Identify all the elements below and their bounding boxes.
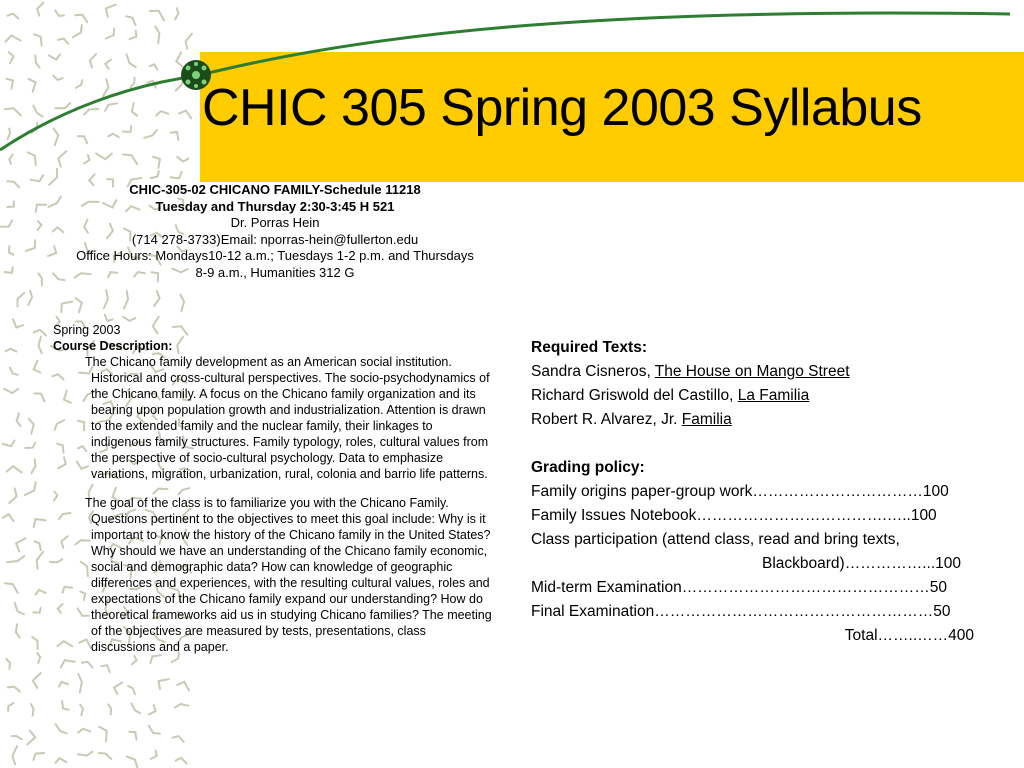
course-code-line: CHIC-305-02 CHICANO FAMILY-Schedule 11218: [129, 182, 421, 197]
grading-total: Total……..……400: [844, 627, 974, 644]
text-item: [531, 408, 981, 432]
description-paragraph: The Chicano family development as an American social institution. Historical and cross-cultural perspectives. The socio-psychodynamics of the Chicano family. A focus on the Chicano family organization and its bearing upon population growth and industrialization. Attention is drawn to the extended family and the nuclear family, their linkages to indigenous family structures. Family typology, roles, cultural values from the perspective of socio-cultural psychology. Data to emphasize variations, migration, urbanization, rural, colonia and barrio life patterns.: [85, 355, 490, 481]
office-hours-line: Office Hours: Mondays10-12 a.m.; Tuesdays 1-2 p.m. and Thursdays: [76, 248, 474, 263]
course-description-section: [53, 322, 493, 655]
required-texts-heading: Required Texts:: [531, 339, 647, 356]
grading-item: Class participation (attend class, read and bring texts,: [531, 531, 900, 548]
goal-paragraph: The goal of the class is to familiarize you with the Chicano Family. Questions pertinent to the objectives to meet this goal include: Why is it important to know the history of the Chicano family in the United States? Why should we have an understanding of the Chicano family economic, social and demographic data? How can knowledge of geographic differences and experiences, with the resulting cultural values, roles and expectations of the Chicano family expand our understanding? How do theoretical frameworks aid us in studying Chicano families? The meeting of the objectives are measured by tests, presentations, class discussions and a paper.: [85, 496, 492, 654]
grading-item: Final Examination………………………………………………50: [531, 603, 951, 620]
schedule-line: Tuesday and Thursday 2:30-3:45 H 521: [155, 198, 395, 214]
instructor-line: Dr. Porras Hein: [230, 215, 320, 230]
course-description-heading: Course Description:: [53, 339, 173, 353]
page-title: CHIC 305 Spring 2003 Syllabus: [202, 79, 922, 137]
semester-label: Spring 2003: [53, 323, 121, 337]
contact-line: (714 278-3733)Email: nporras-hein@fullerton.edu: [131, 231, 419, 247]
grading-policy-heading: Grading policy:: [531, 459, 645, 476]
text-author: Richard Griswold del Castillo,: [531, 387, 738, 404]
text-title: The House on Mango Street: [654, 363, 850, 380]
grading-item: Mid-term Examination…………………………………………50: [531, 579, 947, 596]
grading-item: Family Issues Notebook……………………………….…..100: [531, 507, 937, 524]
texts-and-grading-section: [531, 336, 981, 648]
grading-item: Family origins paper-group work……………………………100: [531, 483, 949, 500]
text-title: La Familia: [737, 387, 810, 404]
office-hours-line-2: 8-9 a.m., Humanities 312 G: [195, 264, 355, 280]
text-author: Robert R. Alvarez, Jr.: [531, 411, 682, 428]
text-item: [531, 360, 981, 384]
course-header: [50, 182, 500, 281]
text-author: Sandra Cisneros,: [531, 363, 655, 380]
grading-item-continued: Blackboard)……………...100: [762, 555, 961, 572]
text-item: [531, 384, 981, 408]
text-title: Familia: [681, 411, 732, 428]
